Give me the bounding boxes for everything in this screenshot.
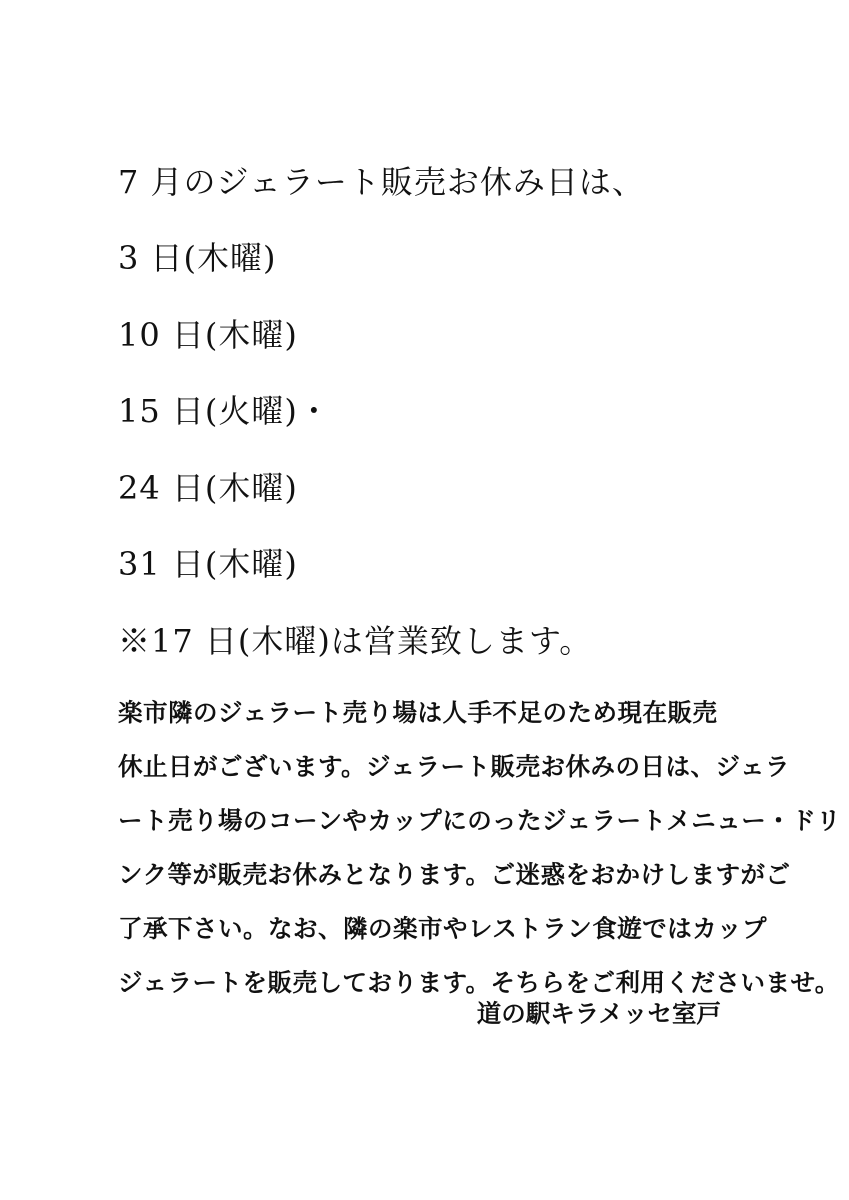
body-line: ジェラートを販売しております。そちらをご利用くださいませ。 [118,968,840,997]
body-line: 楽市隣のジェラート売り場は人手不足のため現在販売 [118,698,718,727]
body-line: ンク等が販売お休みとなります。ご迷惑をおかけしますがご [118,860,791,889]
notice-heading: 7 月のジェラート販売お休み日は、 [118,163,645,201]
closed-date-item: 15 日(火曜)・ [118,392,331,430]
signature: 道の駅キラメッセ室戸 [476,999,721,1028]
open-day-note: ※17 日(木曜)は営業致します。 [118,622,593,660]
closed-date-item: 10 日(木曜) [118,316,298,354]
body-line: 了承下さい。なお、隣の楽市やレストラン食遊ではカップ [118,914,768,943]
body-line: ート売り場のコーンやカップにのったジェラートメニュー・ドリ [118,806,842,835]
closed-date-item: 24 日(木曜) [118,469,298,507]
closed-date-item: 3 日(木曜) [118,239,277,277]
notice-body [118,686,842,1010]
body-line: 休止日がございます。ジェラート販売お休みの日は、ジェラ [118,752,791,781]
closed-date-item: 31 日(木曜) [118,545,298,583]
